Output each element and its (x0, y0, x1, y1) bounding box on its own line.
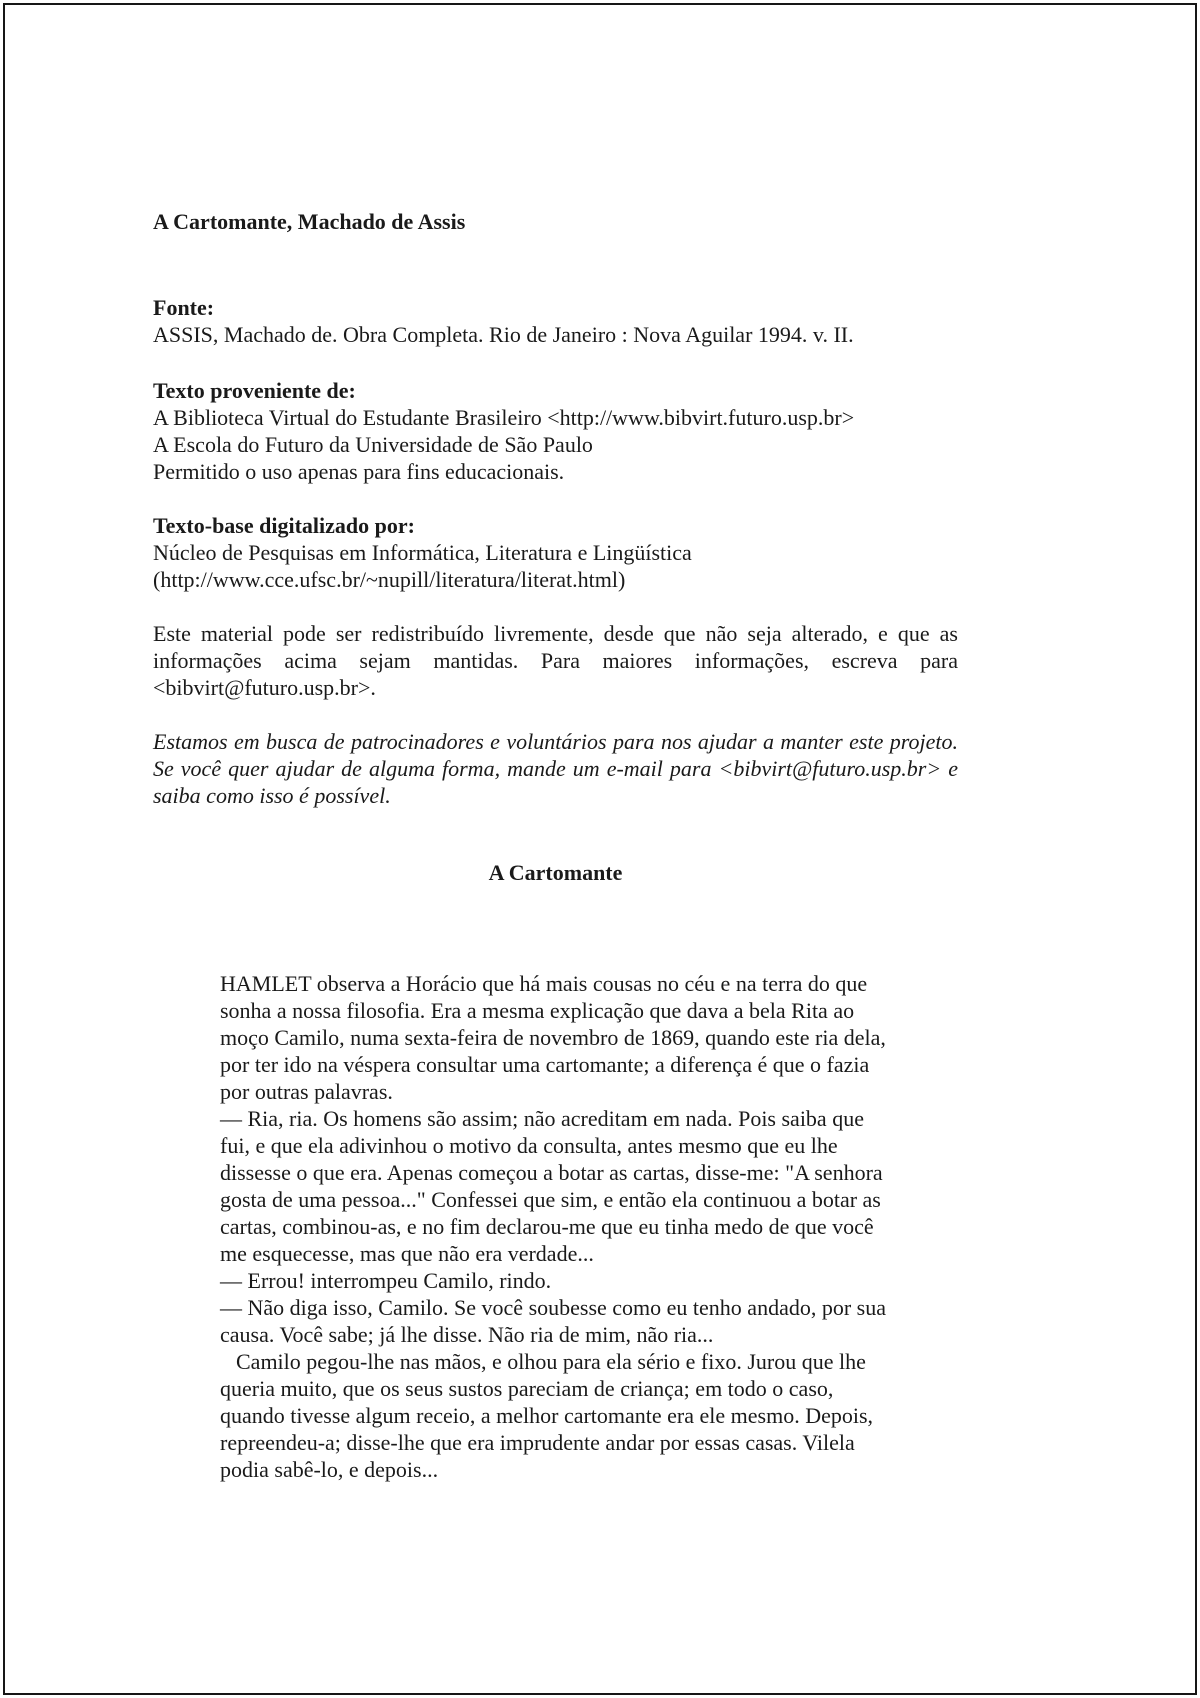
digitalizado-line-nucleo: Núcleo de Pesquisas em Informática, Literatura e Lingüística (153, 540, 692, 565)
story-paragraph: — Ria, ria. Os homens são assim; não acreditam em nada. Pois saiba que fui, e que ela adivinhou o motivo da consulta, antes mesmo que eu lhe dissesse o que era. Apenas começou a botar as cartas, disse-me: "A senhora gosta de uma pessoa..." Confessei que sim, e então ela continuou a botar as cartas, combinou-as, e no fim declarou-me que eu tinha medo de que você me esquecesse, mas que não era verdade... (220, 1106, 883, 1266)
proveniente-line-escola: A Escola do Futuro da Universidade de São Paulo (153, 432, 593, 457)
section-proveniente (153, 377, 958, 485)
proveniente-line-biblioteca: A Biblioteca Virtual do Estudante Brasileiro <http://www.bibvirt.futuro.usp.br> (153, 405, 855, 430)
story-heading: A Cartomante (488, 860, 623, 885)
fonte-label: Fonte: (153, 295, 215, 320)
proveniente-label: Texto proveniente de: (153, 378, 356, 403)
paragraph-patrocinio: Estamos em busca de patrocinadores e voluntários para nos ajudar a manter este projeto. Se você quer ajudar de alguma forma, mande um e-mail para <bibvirt@futuro.usp.br> e saiba como isso é possível. (153, 729, 958, 808)
digitalizado-line-url: (http://www.cce.ufsc.br/~nupill/literatura/literat.html) (153, 567, 626, 592)
story-paragraph: HAMLET observa a Horácio que há mais cousas no céu e na terra do que sonha a nossa filosofia. Era a mesma explicação que dava a bela Rita ao moço Camilo, numa sexta-feira de novembro de 1869, quando este ria dela, por ter ido na véspera consultar uma cartomante; a diferença é que o fazia por outras palavras. (220, 971, 886, 1104)
proveniente-line-permitido: Permitido o uso apenas para fins educacionais. (153, 459, 565, 484)
story-paragraph: — Errou! interrompeu Camilo, rindo. (220, 1268, 552, 1293)
section-fonte (153, 294, 958, 348)
story-body (220, 970, 896, 1483)
fonte-citation: ASSIS, Machado de. Obra Completa. Rio de Janeiro : Nova Aguilar 1994. v. II. (153, 322, 854, 347)
paragraph-redistribuicao: Este material pode ser redistribuído livremente, desde que não seja alterado, e que as informações acima sejam mantidas. Para maiores informações, escreva para <bibvirt@futuro.usp.br>. (153, 621, 958, 700)
story-paragraph: — Não diga isso, Camilo. Se você soubesse como eu tenho andado, por sua causa. Você sabe; já lhe disse. Não ria de mim, não ria... (220, 1295, 886, 1347)
document-title: A Cartomante, Machado de Assis (153, 209, 466, 234)
section-digitalizado (153, 512, 958, 593)
digitalizado-label: Texto-base digitalizado por: (153, 513, 415, 538)
story-paragraph: Camilo pegou-lhe nas mãos, e olhou para ela sério e fixo. Jurou que lhe queria muito, que os seus sustos pareciam de criança; em todo o caso, quando tivesse algum receio, a melhor cartomante era ele mesmo. Depois, repreendeu-a; disse-lhe que era imprudente andar por essas casas. Vilela podia sabê-lo, e depois... (220, 1349, 874, 1482)
